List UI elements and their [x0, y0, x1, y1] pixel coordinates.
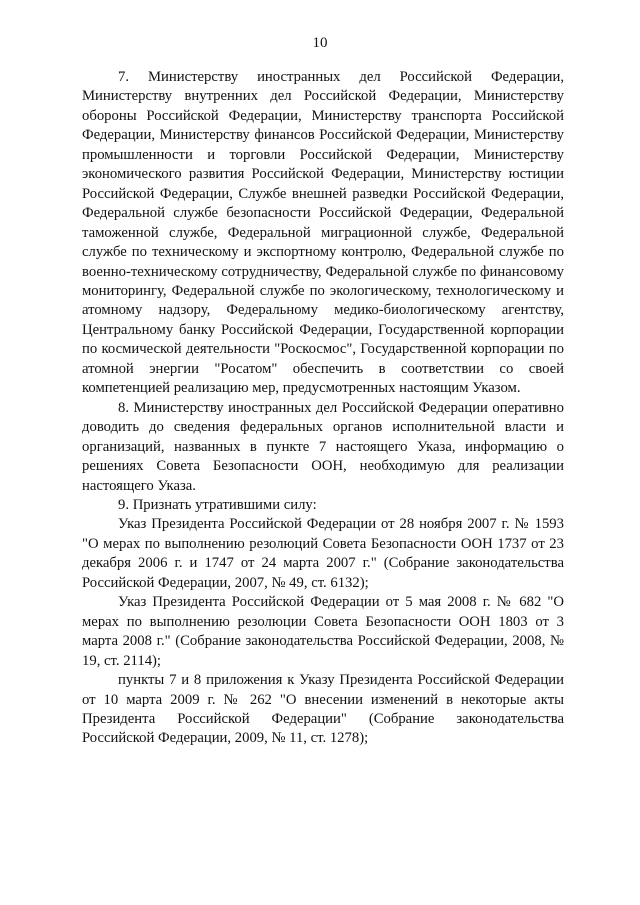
paragraph-item-8: 8. Министерству иностранных дел Российской Федерации оперативно доводить до сведения федеральных органов исполнительной власти и организаций, названных в пункте 7 настоящего Указа, информацию о решениях Совета Безопасности ООН, необходимую для реализации настоящего Указа.	[82, 399, 564, 494]
document-body	[82, 68, 564, 749]
paragraph-item-9: 9. Признать утратившими силу:	[118, 496, 317, 513]
repealed-decree-682: Указ Президента Российской Федерации от 5 мая 2008 г. № 682 "О мерах по выполнению резолюции Совета Безопасности ООН 1803 от 3 марта 2008 г." (Собрание законодательства Российской Федерации, 2008, № 19, ст. 2114);	[82, 594, 564, 669]
page-number: 10	[312, 35, 328, 51]
repealed-decree-1593: Указ Президента Российской Федерации от 28 ноября 2007 г. № 1593 "О мерах по выполнению резолюций Совета Безопасности ООН 1737 от 23 декабря 2006 г. и 1747 от 24 марта 2007 г." (Собрание законодательства Российской Федерации, 2007, № 49, ст. 6132);	[82, 516, 564, 591]
repealed-decree-262-points: пункты 7 и 8 приложения к Указу Президента Российской Федерации от 10 марта 2009 г. № 262 "О внесении изменений в некоторые акты Президента Российской Федерации" (Собрание законодательства Российской Федерации, 2009, № 11, ст. 1278);	[82, 672, 564, 747]
paragraph-item-7: 7. Министерству иностранных дел Российской Федерации, Министерству внутренних дел Российской Федерации, Министерству обороны Российской Федерации, Министерству транспорта Российской Федерации, Министерству финансов Российской Федерации, Министерству промышленности и торговли Российской Федерации, Министерству экономического развития Российской Федерации, Министерству юстиции Российской Федерации, Службе внешней разведки Российской Федерации, Федеральной службе безопасности Российской Федерации, Федеральной таможенной службе, Федеральной миграционной службе, Федеральной службе по техническому и экспортному контролю, Федеральной службе по военно-техническому сотрудничеству, Федеральной службе по финансовому мониторингу, Федеральной службе по экологическому, технологическому и атомному надзору, Федеральному медико-биологическому агентству, Центральному банку Российской Федерации, Государственной корпорации по космической деятельности "Роскосмос", Государственной корпорации по атомной энергии "Росатом" обеспечить в соответствии со своей компетенцией реализацию мер, предусмотренных настоящим Указом.	[82, 69, 564, 397]
